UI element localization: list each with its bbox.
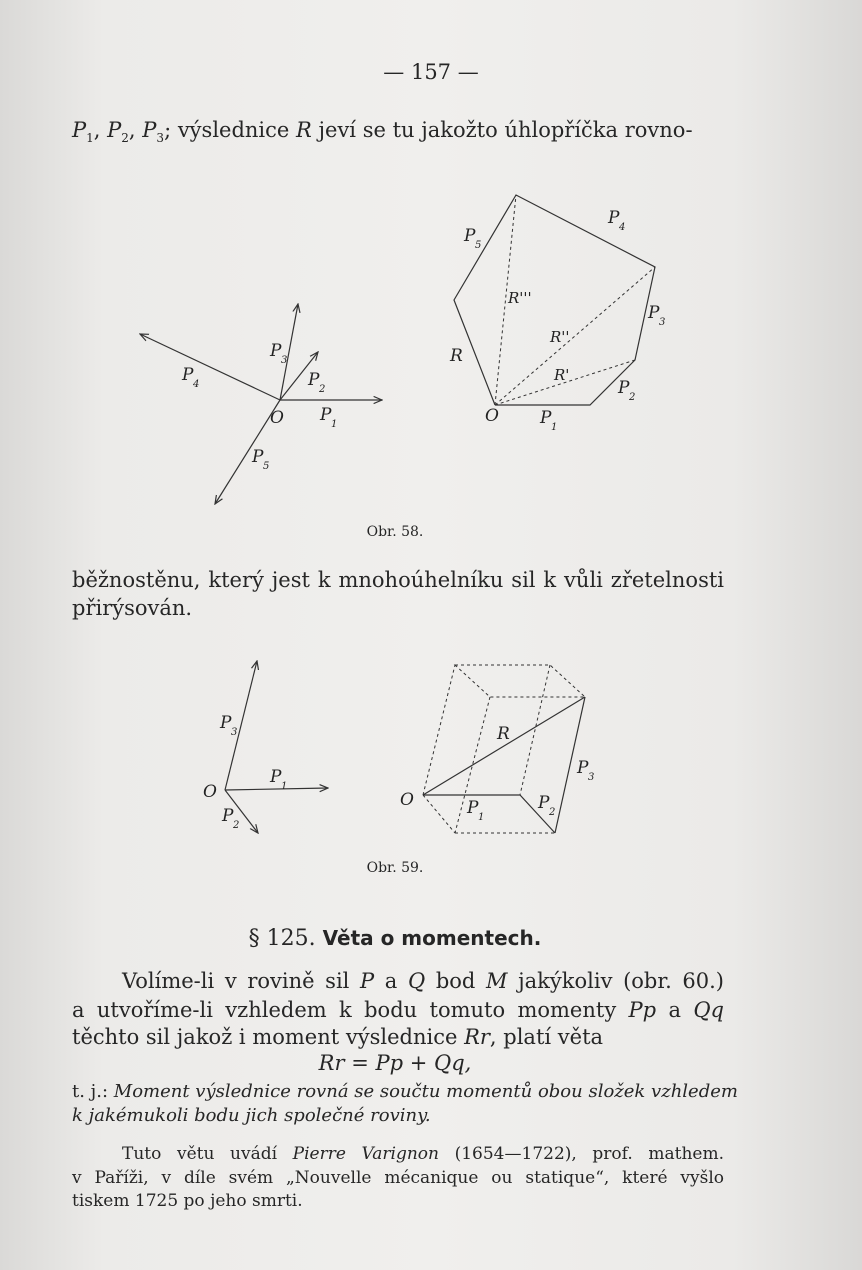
label-p5: P (252, 447, 264, 467)
label-p3: P (220, 713, 232, 733)
math-q: Q (407, 969, 426, 993)
label-p2: P (308, 370, 320, 390)
subscript-3: 3 (156, 131, 165, 146)
text: jeví se tu jakožto úhlopříčka rovno- (311, 118, 693, 142)
paragraph-line: t. j.: Moment výslednice rovná se součtu momentů obou složek vzhledem (72, 1081, 738, 1102)
paragraph-line: a utvoříme-li vzhledem k bodu tomuto momenty Pp a Qq (72, 998, 724, 1022)
label-p3: P (577, 758, 589, 778)
math-p3: P (142, 118, 157, 142)
footnote-line: Tuto větu uvádí Pierre Varignon (1654—1722), prof. mathem. (122, 1144, 724, 1164)
label-p3: P (648, 303, 660, 323)
label-p5-sub: 5 (475, 240, 482, 251)
math-p1: P (72, 118, 87, 142)
force-line-p3 (280, 304, 298, 400)
label-p1-sub: 1 (331, 419, 338, 430)
comma: , (93, 118, 108, 142)
label-p2: P (618, 378, 630, 398)
paragraph-line: Volíme-li v rovině sil P a Q bod M jakýkoliv (obr. 60.) (122, 969, 724, 993)
label-r: R (450, 346, 463, 366)
math-p: P (360, 969, 375, 993)
math-m: M (486, 969, 508, 993)
label-p2: P (222, 806, 234, 826)
section-number: § 125. (248, 926, 316, 951)
edge (423, 665, 455, 795)
math-qq: Qq (693, 998, 724, 1022)
force-line-p1 (225, 788, 328, 790)
text: ; výslednice (164, 118, 297, 142)
figure-58-force-polygon (440, 185, 700, 435)
label-o: O (203, 782, 217, 802)
label-p2-sub: 2 (549, 807, 556, 818)
label-p3-sub: 3 (659, 317, 666, 328)
section-heading (0, 926, 790, 951)
label-p2-sub: 2 (629, 392, 636, 403)
figure-58-caption: Obr. 58. (366, 524, 424, 540)
math-pp: Pp (628, 998, 657, 1022)
edge (520, 665, 550, 795)
footnote-line: v Paříži, v díle svém „Nouvelle mécanique ou statique“, které vyšlo (72, 1168, 724, 1188)
label-p2-sub: 2 (319, 384, 326, 395)
label-p4-sub: 4 (619, 222, 626, 233)
label-p2-sub: 2 (233, 820, 240, 831)
label-p4-sub: 4 (193, 379, 200, 390)
label-p1-sub: 1 (551, 422, 558, 433)
label-p4: P (182, 365, 194, 385)
label-r: R (497, 724, 510, 744)
edge (423, 795, 455, 833)
solid-edges-base (423, 795, 555, 833)
resultant-r2 (495, 267, 655, 405)
paragraph-line: těchto sil jakož i moment výslednice Rr, platí věta (72, 1025, 604, 1049)
label-p3-sub: 3 (231, 727, 238, 738)
label-r2: R'' (550, 328, 570, 346)
label-p1: P (320, 405, 332, 425)
formula: Rr = Pp + Qq, (318, 1051, 472, 1075)
figure-59-caption: Obr. 59. (366, 860, 424, 876)
label-p3-sub: 3 (588, 772, 595, 783)
figure-59-forces-diagram (190, 655, 340, 835)
label-p1: P (467, 798, 479, 818)
label-p1-sub: 1 (281, 781, 288, 792)
page-number: — 157 — (383, 60, 479, 84)
label-p4: P (608, 208, 620, 228)
label-o: O (400, 790, 414, 810)
label-p1: P (540, 408, 552, 428)
figure-59-parallelepiped (395, 655, 605, 845)
footnote-line: tiskem 1725 po jeho smrti. (72, 1191, 303, 1211)
subscript-1: 1 (86, 131, 94, 146)
label-r3: R''' (508, 289, 532, 307)
label-p3: P (270, 341, 282, 361)
paragraph-line-1 (72, 117, 724, 151)
label-p3-sub: 3 (281, 355, 288, 366)
comma: , (128, 118, 143, 142)
label-p5-sub: 5 (263, 461, 270, 472)
name: Pierre Varignon (292, 1144, 439, 1164)
label-o: O (485, 406, 499, 426)
figure-58-forces-diagram (120, 290, 400, 520)
label-p1-sub: 1 (478, 812, 485, 823)
top-face (455, 665, 585, 697)
label-p2: P (538, 793, 550, 813)
force-line-p4 (140, 334, 280, 400)
math-r: R (296, 118, 312, 142)
paragraph-line: k jakémukoli bodu jich společné roviny. (72, 1105, 431, 1126)
math-p2: P (107, 118, 122, 142)
label-r1: R' (554, 366, 570, 384)
label-p5: P (464, 226, 476, 246)
paragraph-line: přirýsován. (72, 596, 193, 620)
math-rr: Rr (464, 1025, 490, 1049)
section-title: Věta o momentech. (322, 926, 542, 950)
resultant-line (423, 697, 585, 795)
subscript-2: 2 (121, 131, 129, 146)
label-p1: P (270, 767, 282, 787)
paragraph-line: běžnostěnu, který jest k mnohoúhelníku sil k vůli zřetelnosti (72, 568, 724, 592)
label-o: O (270, 408, 284, 428)
